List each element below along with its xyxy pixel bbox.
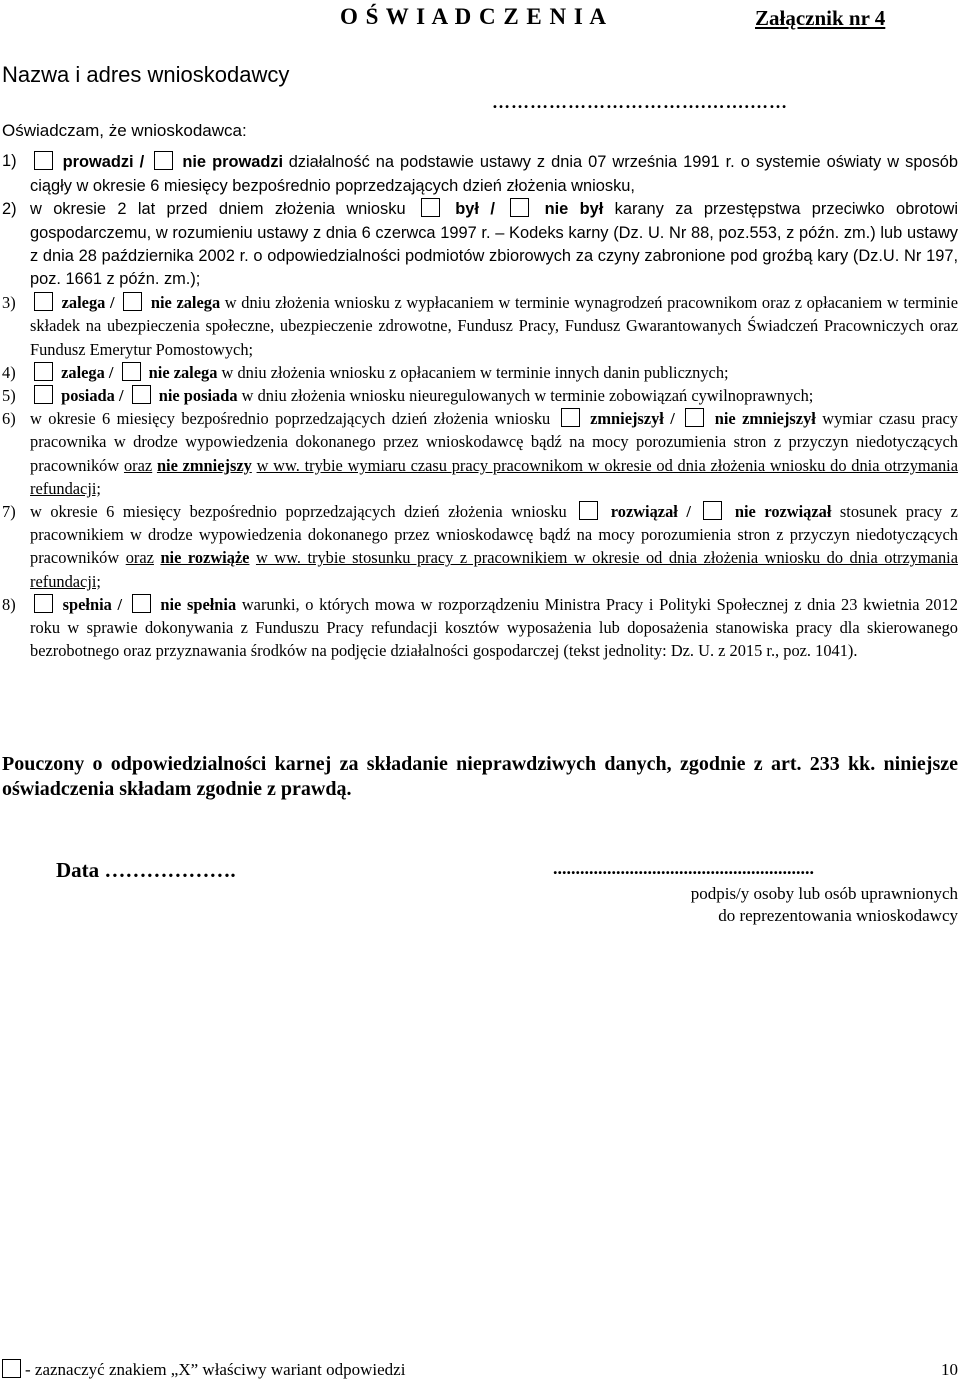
item-text: warunki, o których mowa w rozporządzeniu Ministra Pracy i Polityki Społecznej z dnia 23 kwietnia 2012 roku w sprawie dokonywania z Funduszu Pracy refundacji kosztów wyposażenia lub doposażenia stanowiska pracy dla skierowanego bezrobotnego oraz przyznawania środków na podjęcie działalności gospodarczej (tekst jednolity: Dz. U. z 2015 r., poz. 1041). (30, 594, 958, 661)
declaration-item-4 (2, 361, 958, 384)
checkbox-zalega[interactable] (34, 292, 53, 311)
item-text-underlined: w ww. trybie wymiaru czasu pracy pracownikom w okresie od dnia złożenia wniosku do dnia otrzymania refundacji; (30, 455, 958, 498)
checkbox-nie-byl[interactable] (510, 198, 529, 217)
item-number: 3) (2, 293, 16, 313)
declaration-item-3 (2, 291, 958, 361)
item-number: 5) (2, 386, 16, 406)
item-number: 7) (2, 502, 16, 522)
option-label: prowadzi / (62, 153, 145, 171)
checkbox-legend-icon (2, 1359, 21, 1378)
option-label: nie zmniejszył (714, 409, 816, 429)
document-title: O Ś W I A D C Z E N I A (340, 4, 607, 29)
option-label: posiada / (61, 386, 124, 406)
option-label: nie zalega (150, 293, 221, 313)
option-label: zalega / (61, 293, 115, 313)
item-text: wymiar czasu pracy pracownika w drodze wypowiedzenia dokonanego przez wnioskodawcę bądź na mocy porozumienia stron z przyczyn niedotyczących pracowników (30, 409, 958, 475)
declaration-item-7 (2, 500, 958, 593)
checkbox-nie-zalega-daniny[interactable] (122, 362, 141, 381)
signature-field[interactable]: .......................................................... (553, 858, 814, 878)
checkbox-nie-rozwiazal[interactable] (703, 501, 722, 520)
checkbox-zalega-daniny[interactable] (34, 362, 53, 381)
option-label: nie był (544, 200, 604, 219)
item-text: działalność na podstawie ustawy z dnia 07 września 1991 r. o systemie oświaty w sposób ciągły w okresie 6 miesięcy bezpośrednio poprzedzających dzień złożenia wniosku, (30, 153, 958, 196)
declaration-item-1 (2, 150, 958, 198)
liability-warning: Pouczony o odpowiedzialności karnej za składanie nieprawdziwych danych, zgodnie z art. 233 kk. niniejsze oświadczenia składam zgodnie z prawdą. (2, 753, 958, 800)
item-text-underlined-bold: nie rozwiąże (160, 548, 250, 568)
item-number: 2) (2, 200, 17, 219)
option-label: rozwiązał / (610, 502, 691, 522)
checkbox-nie-zalega[interactable] (123, 292, 142, 311)
declaration-item-6 (2, 407, 958, 500)
checkbox-nie-prowadzi[interactable] (154, 151, 173, 170)
option-label: nie rozwiązał (734, 502, 832, 522)
declaration-item-5 (2, 384, 958, 407)
checkbox-posiada[interactable] (34, 385, 53, 404)
option-label: zmniejszył / (590, 409, 675, 429)
item-text-pre: w okresie 6 miesięcy bezpośrednio poprzedzających dzień złożenia wniosku (30, 409, 551, 429)
item-number: 4) (2, 362, 16, 382)
item-text: karany za przestępstwa przeciwko obrotowi gospodarczemu, w rozumieniu ustawy z dnia 6 czerwca 1997 r. – Kodeks karny (Dz. U. Nr 88, poz.553, z późn. zm.) lub ustawy z dnia 28 października 2002 r. o odpowiedzialności podmiotów zbiorowych za czyny zabronione pod groźbą kary (Dz.U. Nr 197, poz. 1661 z późn. zm.); (30, 200, 958, 289)
declaration-intro: Oświadczam, że wnioskodawca: (2, 121, 247, 140)
item-text-pre: w okresie 6 miesięcy bezpośrednio poprzedzających dzień złożenia wniosku (30, 502, 567, 522)
declaration-item-2 (2, 198, 958, 291)
date-field[interactable]: Data ………………. (56, 858, 236, 882)
item-text-underlined: oraz (123, 455, 153, 475)
footnote-text: - zaznaczyć znakiem „X” właściwy wariant odpowiedzi (25, 1360, 406, 1379)
item-text: w dniu złożenia wniosku z opłacaniem w terminie innych danin publicznych; (221, 362, 729, 382)
checkbox-zmniejszyl[interactable] (561, 408, 580, 427)
option-label: nie prowadzi (182, 153, 284, 171)
item-text: w dniu złożenia wniosku z wypłacaniem w terminie wynagrodzeń pracownikom oraz z opłacaniem w terminie składek na ubezpieczenia społeczne, ubezpieczenie zdrowotne, Fundusz Pracy, Fundusz Gwarantowanych Świadczeń Pracowniczych oraz Fundusz Emerytur Pomostowych; (30, 293, 958, 359)
item-text-underlined: w ww. trybie stosunku pracy z pracownikiem w okresie od dnia złożenia wniosku do dnia otrzymania refundacji; (30, 548, 958, 591)
footnote (2, 1359, 405, 1380)
item-text-underlined: oraz (125, 548, 154, 568)
item-number: 1) (2, 152, 17, 170)
item-text: stosunek pracy z pracownikiem w drodze wypowiedzenia dokonanego przez wnioskodawcę bądź na mocy porozumienia stron z przyczyn niedotyczących pracowników (30, 502, 958, 568)
declaration-item-8 (2, 593, 958, 663)
signature-caption-line1: podpis/y osoby lub osób uprawnionych (690, 884, 958, 903)
option-label: spełnia / (62, 594, 123, 614)
annex-label: Załącznik nr 4 (755, 6, 886, 30)
checkbox-nie-spelnia[interactable] (132, 594, 151, 613)
checkbox-nie-zmniejszyl[interactable] (685, 408, 704, 427)
checkbox-prowadzi[interactable] (34, 151, 53, 170)
declaration-list (2, 150, 958, 662)
item-number: 8) (2, 594, 16, 614)
option-label: nie posiada (158, 386, 238, 406)
option-label: nie zalega (148, 362, 218, 382)
signature-caption-line2: do reprezentowania wnioskodawcy (718, 906, 958, 925)
option-label: był / (455, 200, 495, 219)
applicant-label: Nazwa i adres wnioskodawcy (2, 62, 290, 87)
item-text: w dniu złożenia wniosku nieuregulowanych w terminie zobowiązań cywilnoprawnych; (241, 386, 814, 406)
item-number: 6) (2, 409, 16, 429)
item-text-pre: w okresie 2 lat przed dniem złożenia wniosku (30, 200, 406, 219)
option-label: zalega / (61, 362, 114, 382)
checkbox-rozwiazal[interactable] (579, 501, 598, 520)
option-label: nie spełnia (160, 594, 237, 614)
page-number: 10 (941, 1360, 958, 1379)
applicant-name-field[interactable]: …………………………….…….…… (492, 92, 788, 112)
checkbox-nie-posiada[interactable] (132, 385, 151, 404)
checkbox-spelnia[interactable] (34, 594, 53, 613)
checkbox-byl[interactable] (421, 198, 440, 217)
item-text-underlined-bold: nie zmniejszy (156, 455, 252, 475)
